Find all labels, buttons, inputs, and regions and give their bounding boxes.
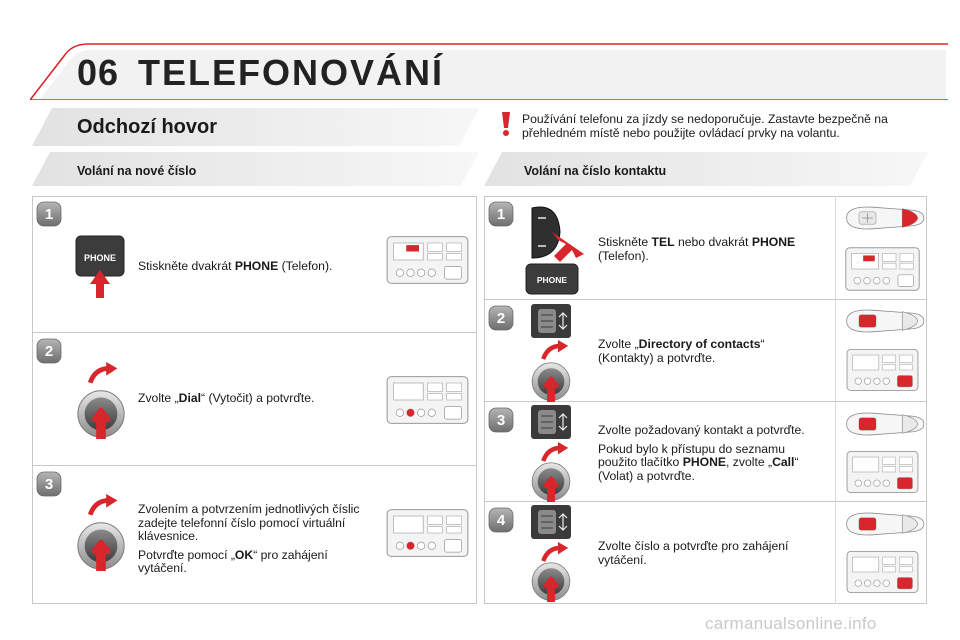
divider (32, 465, 477, 466)
divider (32, 332, 477, 333)
right-step-1-text: Stiskněte TEL nebo dvakrát PHONE (Telefon). (598, 235, 796, 263)
divider (484, 299, 927, 300)
svg-text:1: 1 (496, 206, 506, 223)
phone-button-icon (74, 234, 126, 298)
radio-panel-illustration (840, 342, 925, 398)
steering-wheel-control-illustration (842, 302, 927, 340)
section-title: Odchozí hovor (77, 116, 217, 138)
svg-text:2: 2 (496, 310, 506, 327)
left-step-2-text: Zvolte „Dial“ (Vytočit) a potvrďte. (138, 391, 315, 405)
step-badge-4 (488, 507, 514, 533)
radio-panel-illustration (385, 498, 470, 568)
steering-wheel-control-illustration (842, 199, 927, 237)
svg-text:3: 3 (44, 476, 54, 493)
step-badge-2 (488, 305, 514, 331)
divider (835, 196, 836, 604)
rotary-knob-icon (529, 558, 573, 602)
chapter-title: TELEFONOVÁNÍ (138, 52, 445, 93)
svg-text:1: 1 (44, 206, 54, 223)
steering-wheel-control-illustration (842, 505, 927, 543)
thumbwheel-icon (530, 404, 572, 440)
right-step-3-text: Zvolte požadovaný kontakt a potvrďte. Pokud bylo k přístupu do seznamu použito tlačítko PHONE, zvolte „Call“ (Volat) a potvrďte. (598, 423, 805, 483)
svg-text:PHONE: PHONE (83, 253, 117, 263)
chapter-number: 06 (77, 52, 120, 93)
step-badge-1 (36, 201, 62, 227)
left-subtitle: Volání na nové číslo (77, 164, 197, 178)
radio-panel-illustration (385, 225, 470, 295)
radio-panel-illustration (840, 240, 925, 298)
right-step-2-text: Zvolte „Directory of contacts“ (Kontakty) a potvrďte. (598, 337, 765, 365)
exclamation-icon (497, 111, 515, 137)
svg-text:2: 2 (44, 343, 54, 360)
left-step-1-text: Stiskněte dvakrát PHONE (Telefon). (138, 259, 333, 273)
steering-wheel-control-illustration (842, 405, 927, 443)
step-badge-1 (488, 201, 514, 227)
thumbwheel-icon (530, 303, 572, 339)
steering-stalk-phone-icon (522, 202, 586, 296)
svg-text:PHONE: PHONE (536, 275, 568, 285)
svg-text:4: 4 (496, 512, 506, 529)
left-step-3-text: Zvolením a potvrzením jednotlivých číslic zadejte telefonní číslo pomocí virtuální klávesnice. Potvrďte pomocí „OK“ pro zahájení vytáčení. (138, 502, 360, 575)
warning-text: Používání telefonu za jízdy se nedoporučuje. Zastavte bezpečně na přehledném místě nebo použijte ovládací prvky na volantu. (522, 112, 888, 140)
svg-text:3: 3 (496, 412, 506, 429)
radio-panel-illustration (385, 365, 470, 435)
rotary-knob-icon (529, 458, 573, 502)
rotary-knob-icon (529, 358, 573, 402)
right-subtitle: Volání na číslo kontaktu (524, 164, 667, 178)
rotary-knob-icon (74, 384, 128, 440)
step-badge-3 (488, 407, 514, 433)
radio-panel-illustration (840, 544, 925, 600)
rotary-knob-icon (74, 516, 128, 572)
right-step-4-text: Zvolte číslo a potvrďte pro zahájení vytáčení. (598, 539, 789, 567)
thumbwheel-icon (530, 504, 572, 540)
rotate-arrow-icon (86, 362, 120, 386)
step-badge-2 (36, 338, 62, 364)
radio-panel-illustration (840, 444, 925, 500)
step-badge-3 (36, 471, 62, 497)
rotate-arrow-icon (86, 494, 120, 518)
watermark: carmanualsonline.info (705, 614, 877, 633)
